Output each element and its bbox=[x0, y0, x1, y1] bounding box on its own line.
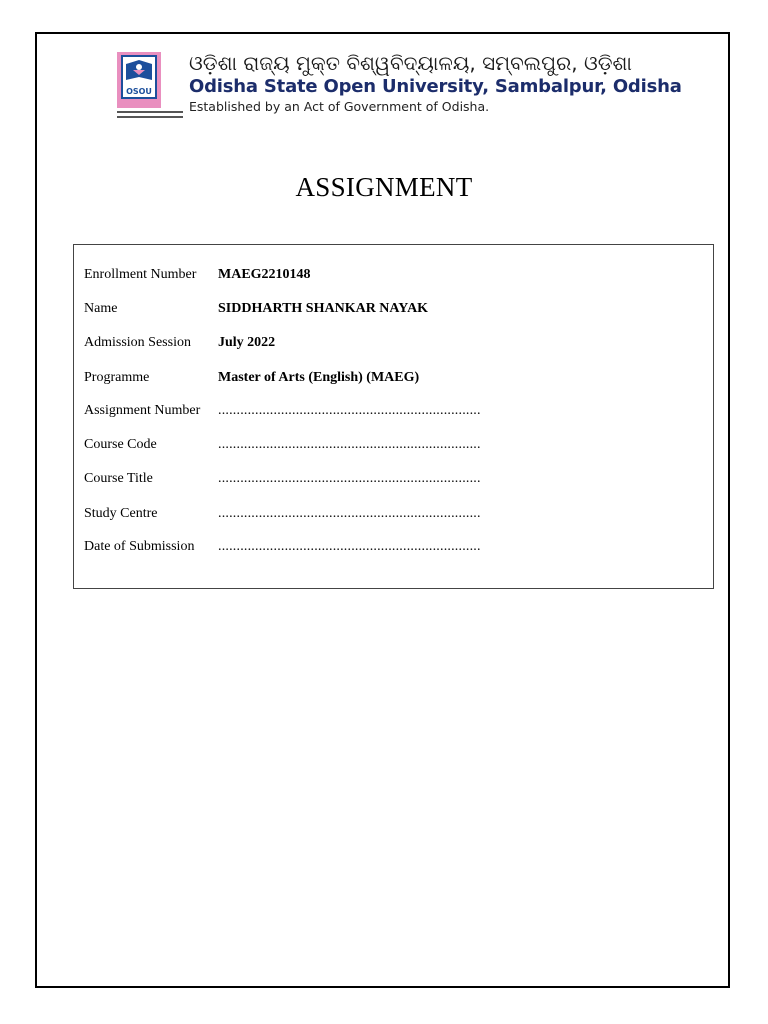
field-label: Enrollment Number bbox=[84, 267, 197, 282]
university-logo bbox=[115, 50, 185, 122]
field-label: Date of Submission bbox=[84, 539, 195, 554]
field-label: Name bbox=[84, 301, 118, 316]
field-label: Admission Session bbox=[84, 335, 191, 350]
page-title: ASSIGNMENT bbox=[295, 172, 473, 202]
field-value: July 2022 bbox=[218, 335, 276, 350]
university-name-english: Odisha State Open University, Sambalpur, Odisha bbox=[189, 76, 682, 97]
header-text bbox=[189, 50, 682, 116]
field-value: SIDDHARTH SHANKAR NAYAK bbox=[218, 301, 429, 316]
field-blank: ....................................................................... bbox=[218, 403, 481, 418]
field-label: Course Code bbox=[84, 437, 157, 452]
field-label: Programme bbox=[84, 370, 150, 385]
field-label: Course Title bbox=[84, 471, 153, 486]
established-line: Established by an Act of Government of Odisha. bbox=[189, 99, 490, 114]
student-details-box bbox=[73, 244, 714, 589]
field-blank: ....................................................................... bbox=[218, 539, 481, 554]
field-blank: ....................................................................... bbox=[218, 506, 481, 521]
university-header bbox=[115, 50, 682, 122]
field-label: Assignment Number bbox=[84, 403, 201, 418]
logo-wordmark: OSOU bbox=[126, 87, 152, 96]
field-blank: ....................................................................... bbox=[218, 471, 481, 486]
field-blank: ....................................................................... bbox=[218, 437, 481, 452]
field-label: Study Centre bbox=[84, 506, 158, 521]
university-name-odia: ଓଡ଼ିଶା ରାଜ୍ୟ ମୁକ୍ତ ବିଶ୍ୱବିଦ୍ୟାଳୟ, ସମ୍ବଲପୁର, ଓଡ଼ିଶା bbox=[189, 51, 632, 75]
field-value: Master of Arts (English) (MAEG) bbox=[218, 370, 420, 385]
field-value: MAEG2210148 bbox=[218, 267, 311, 282]
